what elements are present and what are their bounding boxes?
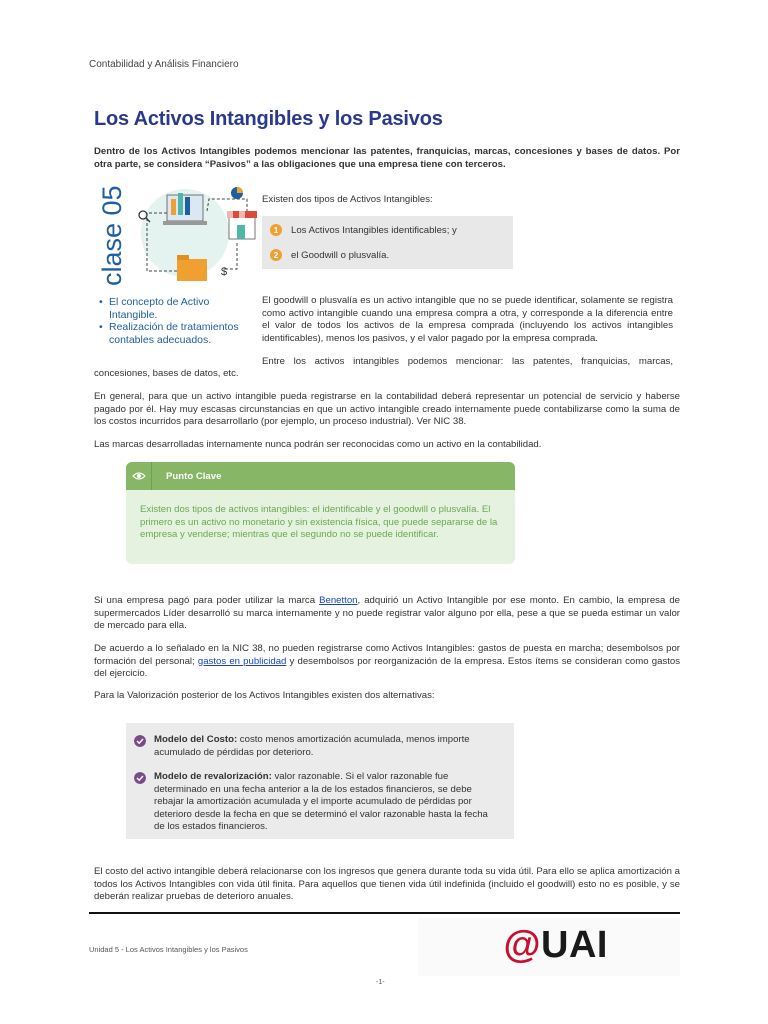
logo-text: @UAI	[503, 924, 608, 966]
page-title: Los Activos Intangibles y los Pasivos	[94, 108, 443, 130]
costo-paragraph: El costo del activo intangible deberá relacionarse con los ingresos que genera durante toda su vida útil. Para ello se aplica amortización a todos los Activos Intangibles con vida útil finita. Para aquellos que tienen vida útil indefinida (incluido el goodwill) esto no es posible, y se deberán realizar pruebas de deterioro anuales.	[94, 866, 680, 902]
document-header: Contabilidad y Análisis Financiero	[89, 59, 239, 70]
models-box	[126, 723, 514, 839]
model-text	[154, 734, 499, 759]
check-icon	[134, 735, 146, 747]
type-item	[270, 224, 457, 236]
benetton-text-a: Si una empresa pagó para poder utilizar la marca	[94, 595, 320, 606]
model-label: Modelo de revalorización:	[154, 771, 272, 782]
footer-unit: Unidad 5 - Los Activos Intangibles y los Pasivos	[89, 945, 248, 954]
page-number: -1-	[376, 979, 385, 986]
type-item-text: Los Activos Intangibles identificables; y	[291, 224, 457, 236]
entre-paragraph-line2: concesiones, bases de datos, etc.	[94, 368, 239, 379]
general-paragraph: En general, para que un activo intangible pueda registrarse en la contabilidad deberá representar un potencial de servicio y haberse pagado por él. Hay muy escasas circunstancias en que un activo intangible creado internamente puede contabilizarse como la suma de los costos incurridos para desarrollarlo (por ejemplo, un proceso industrial). Ver NIC 38.	[94, 391, 680, 427]
uai-logo	[418, 918, 680, 976]
dollar-icon: $	[221, 266, 228, 278]
benetton-paragraph	[94, 595, 680, 633]
punto-clave-box	[126, 462, 515, 564]
nic-text-a: De acuerdo a lo señalado en la NIC 38, no pueden registrarse como Activos Intangibles: gastos de puesta en marcha; desembolsos por formación del personal;	[94, 643, 680, 667]
check-icon	[134, 772, 146, 784]
nic-text-b: y desembolsos por reorganización de la empresa. Estos ítems se consideran como gastos del ejercicio.	[94, 655, 680, 679]
clase-label	[93, 183, 127, 289]
punto-clave-title: Punto Clave	[166, 471, 222, 482]
punto-clave-header	[126, 462, 515, 490]
entre-paragraph-line1: Entre los activos intangibles podemos mencionar: las patentes, franquicias, marcas,	[262, 356, 673, 367]
footer-divider	[89, 912, 680, 914]
clase-bullet-item: • El concepto de Activo Intangible.	[99, 296, 259, 321]
intro-paragraph: Dentro de los Activos Intangibles podemos mencionar las patentes, franquicias, marcas, concesiones y bases de datos. Por otra parte, se considera “Pasivos” a las obligaciones que una empresa tiene con terceros.	[94, 146, 680, 170]
benetton-text-b: , adquirió un Activo Intangible por ese monto. En cambio, la empresa de supermercados Líder desarrolló su marca internamente y no puede registrar valor alguno por ella, pese a que se pueda estimar un valor de mercado para ella.	[94, 595, 680, 631]
publicidad-link[interactable]: gastos en publicidad	[197, 655, 287, 667]
model-description: costo menos amortización acumulada, menos importe acumulado de pérdidas por deterioro.	[154, 734, 470, 758]
type-item	[270, 249, 389, 261]
valorizacion-paragraph: Para la Valorización posterior de los Activos Intangibles existen dos alternativas:	[94, 690, 435, 701]
type-item-text: el Goodwill o plusvalía.	[291, 249, 390, 261]
model-text	[154, 771, 499, 834]
model-label: Modelo del Costo:	[154, 734, 238, 745]
marcas-paragraph: Las marcas desarrolladas internamente nunca podrán ser reconocidas como un activo en la contabilidad.	[94, 439, 542, 450]
clase-label-text: clase 05	[97, 185, 127, 286]
model-description: valor razonable. Si el valor razonable fue determinado en una fecha anterior a la de los estados financieros, se debe rebajar la amortización acumulada y el importe acumulado de pérdidas por deterioro desde la fecha en que se determinó el valor razonable hasta la fecha de los estados financieros.	[154, 771, 488, 832]
clase-bullets	[99, 296, 259, 346]
types-box	[262, 216, 513, 269]
nic-paragraph	[94, 643, 680, 681]
clase-bullet-item: • Realización de tratamientos contables adecuados.	[99, 321, 259, 346]
benetton-link[interactable]: Benetton	[319, 595, 358, 606]
number-badge: 1	[270, 224, 282, 236]
goodwill-paragraph: El goodwill o plusvalía es un activo intangible que no se puede identificar, solamente se registra como activo intangible cuando una empresa compra a otra, y corresponde a la diferencia entre el valor de todos los activos de la empresa comprada (incluyendo los activos intangibles identificables), menos los pasivos, y el valor pagado por la empresa comprada.	[262, 295, 673, 344]
number-badge: 2	[270, 249, 282, 261]
folder-icon	[177, 259, 207, 281]
punto-clave-text: Existen dos tipos de activos intangibles: el identificable y el goodwill o plusvalía. El primero es un activo no monetario y sin existencia física, que puede separarse de la empresa y venderse; mientras que el segundo no se puede identificar.	[140, 504, 498, 540]
illustration-art	[137, 183, 257, 283]
clase-illustration	[93, 183, 258, 353]
types-intro: Existen dos tipos de Activos Intangibles:	[262, 194, 433, 205]
eye-icon	[126, 462, 152, 490]
